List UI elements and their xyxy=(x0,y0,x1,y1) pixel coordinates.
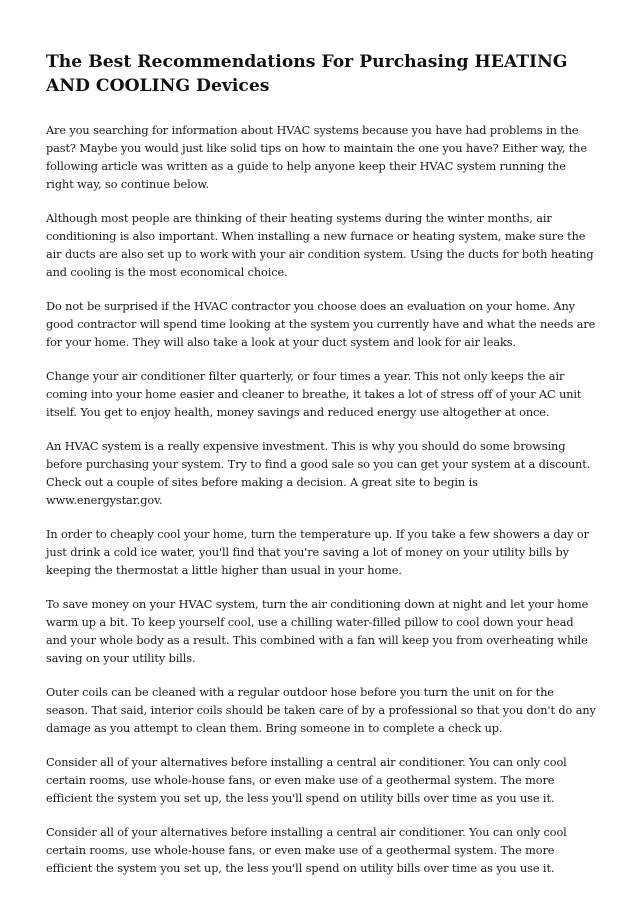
paragraph: Although most people are thinking of their heating systems during the winter months, air conditioning is also important. When installing a new furnace or heating system, make sure the air ducts are also set up to work with your air condition system. Using the ducts for both heating and cooling is the most economical choice. xyxy=(46,212,594,279)
paragraph: Are you searching for information about HVAC systems because you have had problems in the past? Maybe you would just like solid tips on how to maintain the one you have? Either way, the following article was written as a guide to help anyone keep their HVAC system running the right way, so continue below. xyxy=(46,124,587,191)
paragraph: Consider all of your alternatives before installing a central air conditioner. You can only cool certain rooms, use whole-house fans, or even make use of a geothermal system. The more efficient the system you set up, the less you'll spend on utility bills over time as you use it. xyxy=(46,826,567,875)
paragraph: Change your air conditioner filter quarterly, or four times a year. This not only keeps the air coming into your home easier and cleaner to breathe, it takes a lot of stress off of your AC unit itself. You get to enjoy health, money savings and reduced energy use altogether at once. xyxy=(46,370,582,419)
paragraph: Consider all of your alternatives before installing a central air conditioner. You can only cool certain rooms, use whole-house fans, or even make use of a geothermal system. The more efficient the system you set up, the less you'll spend on utility bills over time as you use it. xyxy=(46,756,567,805)
paragraph: To save money on your HVAC system, turn the air conditioning down at night and let your home warm up a bit. To keep yourself cool, use a chilling water-filled pillow to cool down your head and your whole body as a result. This combined with a fan will keep you from overheating while saving on your utility bills. xyxy=(46,598,589,665)
document-page xyxy=(46,50,596,894)
document-title: The Best Recommendations For Purchasing HEATING AND COOLING Devices xyxy=(46,52,568,96)
paragraph: In order to cheaply cool your home, turn the temperature up. If you take a few showers a day or just drink a cold ice water, you'll find that you're saving a lot of money on your utility bills by keeping the thermostat a little higher than usual in your home. xyxy=(46,528,589,577)
paragraph: Outer coils can be cleaned with a regular outdoor hose before you turn the unit on for the season. That said, interior coils should be taken care of by a professional so that you don't do any damage as you attempt to clean them. Bring someone in to complete a check up. xyxy=(46,686,596,735)
paragraph: An HVAC system is a really expensive investment. This is why you should do some browsing before purchasing your system. Try to find a good sale so you can get your system at a discount. Check out a couple of sites before making a decision. A great site to begin is www.energystar.gov. xyxy=(46,440,591,507)
paragraph: Do not be surprised if the HVAC contractor you choose does an evaluation on your home. Any good contractor will spend time looking at the system you currently have and what the needs are for your home. They will also take a look at your duct system and look for air leaks. xyxy=(46,300,596,349)
